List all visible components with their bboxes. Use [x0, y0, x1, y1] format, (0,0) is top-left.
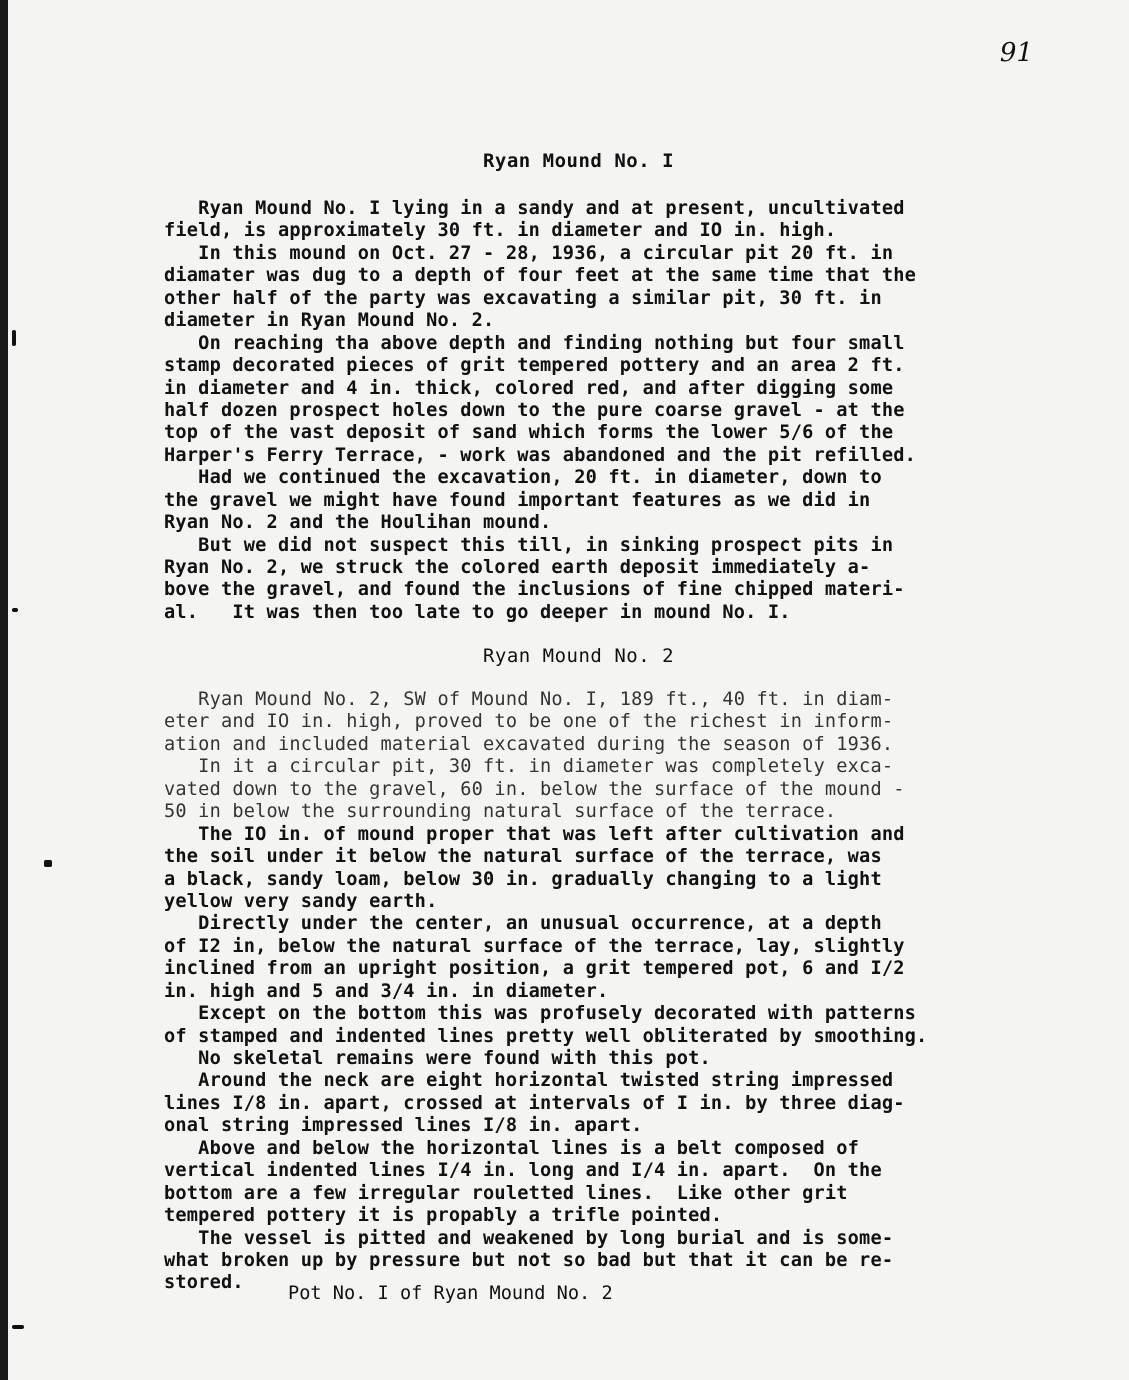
- text-line: Had we continued the excavation, 20 ft. in diameter, down to: [164, 467, 882, 489]
- text-line: Around the neck are eight horizontal twisted string impressed: [164, 1070, 894, 1092]
- text-line: stamp decorated pieces of grit tempered pottery and an area 2 ft.: [164, 355, 905, 377]
- text-line: On reaching tha above depth and finding nothing but four small: [164, 332, 905, 354]
- scan-mark: [44, 860, 52, 867]
- text-line: the soil under it below the natural surface of the terrace, was: [164, 846, 882, 868]
- section-body-ryan-mound-1: [164, 198, 1064, 624]
- text-line: a black, sandy loam, below 30 in. gradually changing to a light: [164, 868, 882, 890]
- text-line: in diameter and 4 in. thick, colored red, and after digging some: [164, 377, 894, 399]
- text-line: field, is approximately 30 ft. in diameter and IO in. high.: [164, 220, 837, 242]
- text-line: vated down to the gravel, 60 in. below the surface of the mound -: [164, 778, 905, 800]
- text-line: lines I/8 in. apart, crossed at intervals of I in. by three diag-: [164, 1092, 905, 1114]
- text-line: Ryan No. 2 and the Houlihan mound.: [164, 512, 552, 534]
- text-line: diameter in Ryan Mound No. 2.: [164, 310, 495, 332]
- text-line: Directly under the center, an unusual occurrence, at a depth: [164, 913, 882, 935]
- text-line: bottom are a few irregular rouletted lines. Like other grit: [164, 1182, 848, 1204]
- text-line: other half of the party was excavating a similar pit, 30 ft. in: [164, 287, 882, 309]
- text-line: al. It was then too late to go deeper in mound No. I.: [164, 601, 791, 623]
- section-title-ryan-mound-2: Ryan Mound No. 2: [482, 645, 675, 667]
- scan-mark: [12, 330, 16, 346]
- text-line: stored.: [164, 1272, 244, 1294]
- text-line: eter and IO in. high, proved to be one of the richest in inform-: [164, 711, 894, 733]
- scan-mark: [12, 608, 18, 612]
- text-line: inclined from an upright position, a grit tempered pot, 6 and I/2: [164, 958, 905, 980]
- text-line: Ryan Mound No. 2, SW of Mound No. I, 189 ft., 40 ft. in diam-: [164, 689, 894, 710]
- text-line: in. high and 5 and 3/4 in. in diameter.: [164, 980, 609, 1002]
- scan-mark: [12, 1325, 24, 1329]
- text-line: Ryan Mound No. I lying in a sandy and at present, uncultivated: [164, 198, 905, 219]
- text-line: vertical indented lines I/4 in. long and I/4 in. apart. On the: [164, 1160, 882, 1182]
- text-line: The IO in. of mound proper that was left after cultivation and: [164, 823, 905, 845]
- text-line: of I2 in, below the natural surface of the terrace, lay, slightly: [164, 935, 905, 957]
- text-line: yellow very sandy earth.: [164, 890, 438, 912]
- page-number: 91: [999, 38, 1033, 68]
- text-line: ation and included material excavated during the season of 1936.: [164, 733, 894, 755]
- text-line: bove the gravel, and found the inclusions of fine chipped materi-: [164, 579, 905, 601]
- text-line: tempered pottery it is propably a trifle pointed.: [164, 1205, 723, 1227]
- text-line: In this mound on Oct. 27 - 28, 1936, a circular pit 20 ft. in: [164, 242, 894, 264]
- text-line: the gravel we might have found important features as we did in: [164, 489, 871, 511]
- text-line: In it a circular pit, 30 ft. in diameter was completely exca-: [164, 756, 894, 778]
- section-body-ryan-mound-2: [164, 689, 1064, 1295]
- figure-caption: Pot No. I of Ryan Mound No. 2: [288, 1283, 613, 1304]
- text-line: No skeletal remains were found with this pot.: [164, 1048, 711, 1069]
- text-line: of stamped and indented lines pretty well obliterated by smoothing.: [164, 1025, 928, 1047]
- text-line: diamater was dug to a depth of four feet at the same time that the: [164, 265, 917, 287]
- text-line: what broken up by pressure but not so bad but that it can be re-: [164, 1249, 894, 1271]
- text-line: onal string impressed lines I/8 in. apart.: [164, 1115, 643, 1137]
- text-line: Ryan No. 2, we struck the colored earth deposit immediately a-: [164, 557, 871, 578]
- text-line: The vessel is pitted and weakened by long burial and is some-: [164, 1227, 894, 1249]
- text-line: top of the vast deposit of sand which forms the lower 5/6 of the: [164, 422, 894, 444]
- text-line: 50 in below the surrounding natural surface of the terrace.: [164, 801, 837, 823]
- text-line: But we did not suspect this till, in sinking prospect pits in: [164, 534, 894, 556]
- section-title-ryan-mound-1: Ryan Mound No. I: [482, 150, 675, 172]
- text-line: half dozen prospect holes down to the pure coarse gravel - at the: [164, 399, 905, 421]
- text-line: Except on the bottom this was profusely decorated with patterns: [164, 1003, 917, 1025]
- text-line: Above and below the horizontal lines is a belt composed of: [164, 1137, 860, 1159]
- text-line: Harper's Ferry Terrace, - work was abandoned and the pit refilled.: [164, 444, 917, 466]
